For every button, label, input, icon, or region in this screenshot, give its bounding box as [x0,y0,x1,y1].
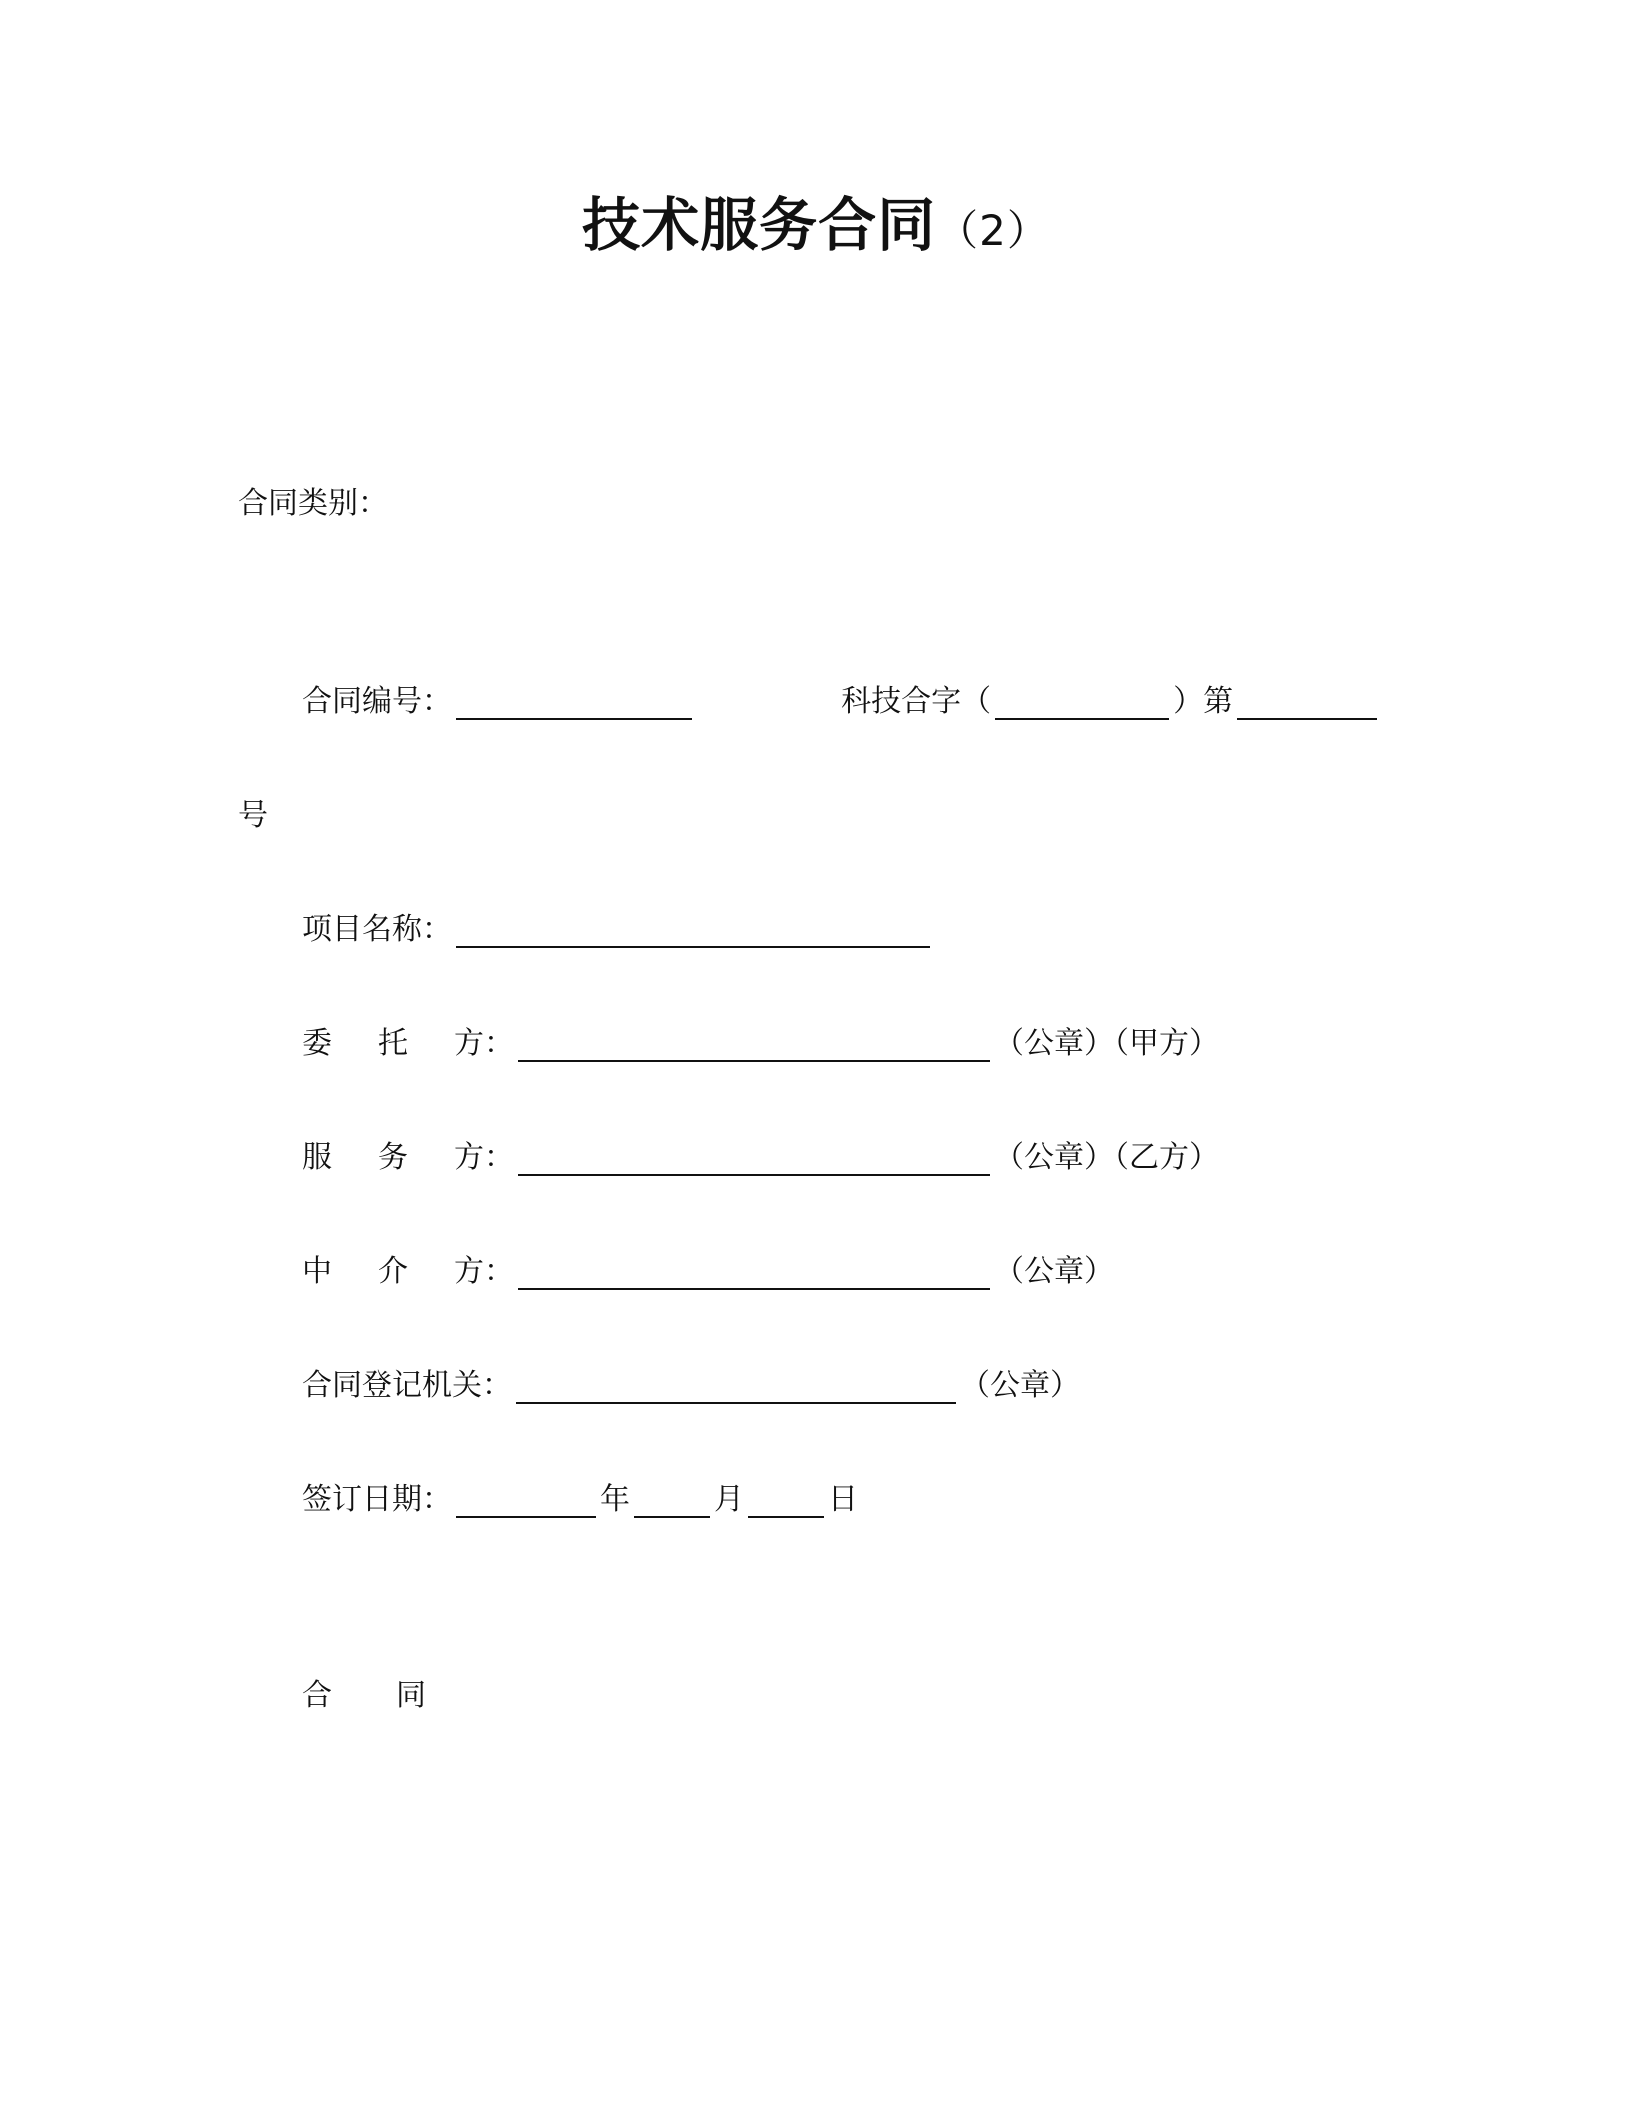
client-seal: （公章） [994,1026,1114,1061]
tech-number-serial-field[interactable] [1237,686,1377,720]
contract-number-label: 合同编号： [302,684,452,719]
client-label-char-3: 方： [454,1026,514,1061]
project-name-field[interactable] [456,914,930,948]
contract-category-label: 合同类别： [238,486,388,521]
signing-date-line [302,1480,858,1520]
contract-category-line [238,484,388,524]
signing-month-label: 月 [714,1482,744,1517]
intermediary-label-char-3: 方： [454,1254,514,1289]
intermediary-label-char-1: 中 [302,1254,332,1289]
provider-seal: （公章） [994,1140,1114,1175]
contract-number-suffix-line [238,796,268,836]
registration-authority-line [302,1366,1080,1406]
intermediary-label-char-2: 介 [378,1254,408,1289]
signing-year-field[interactable] [456,1484,596,1518]
tech-number-mid: ）第 [1173,684,1234,719]
title-main: 技术服务合同 [582,191,937,259]
contract-number-line [302,682,1381,722]
tech-number-prefix: 科技合字（ [841,684,992,719]
section-heading [302,1676,426,1716]
signing-day-label: 日 [828,1482,858,1517]
title-number: （2） [936,206,1050,255]
provider-name-field[interactable] [518,1142,990,1176]
tech-number-year-field[interactable] [995,686,1169,720]
client-name-field[interactable] [518,1028,990,1062]
provider-label-char-2: 务 [378,1140,408,1175]
section-heading-char-1: 合 [302,1678,332,1713]
registration-authority-field[interactable] [516,1370,956,1404]
signing-month-field[interactable] [634,1484,710,1518]
client-party: （甲方） [1114,1026,1219,1061]
section-heading-char-2: 同 [396,1678,426,1713]
project-name-line [302,910,934,950]
client-label-char-1: 委 [302,1026,332,1061]
client-label-char-2: 托 [378,1026,408,1061]
signing-day-field[interactable] [748,1484,824,1518]
client-line [302,1024,1219,1064]
intermediary-seal: （公章） [994,1254,1114,1289]
registration-authority-label: 合同登记机关： [302,1368,512,1403]
registration-authority-seal: （公章） [960,1368,1080,1403]
project-name-label: 项目名称： [302,912,452,947]
provider-label-char-3: 方： [454,1140,514,1175]
service-provider-line [302,1138,1219,1178]
contract-number-field[interactable] [456,686,692,720]
signing-date-label: 签订日期： [302,1482,452,1517]
document-title [0,191,1632,259]
signing-year-label: 年 [600,1482,630,1517]
tech-number-suffix: 号 [238,798,268,833]
intermediary-name-field[interactable] [518,1256,990,1290]
provider-party: （乙方） [1114,1140,1219,1175]
intermediary-line [302,1252,1114,1292]
provider-label-char-1: 服 [302,1140,332,1175]
